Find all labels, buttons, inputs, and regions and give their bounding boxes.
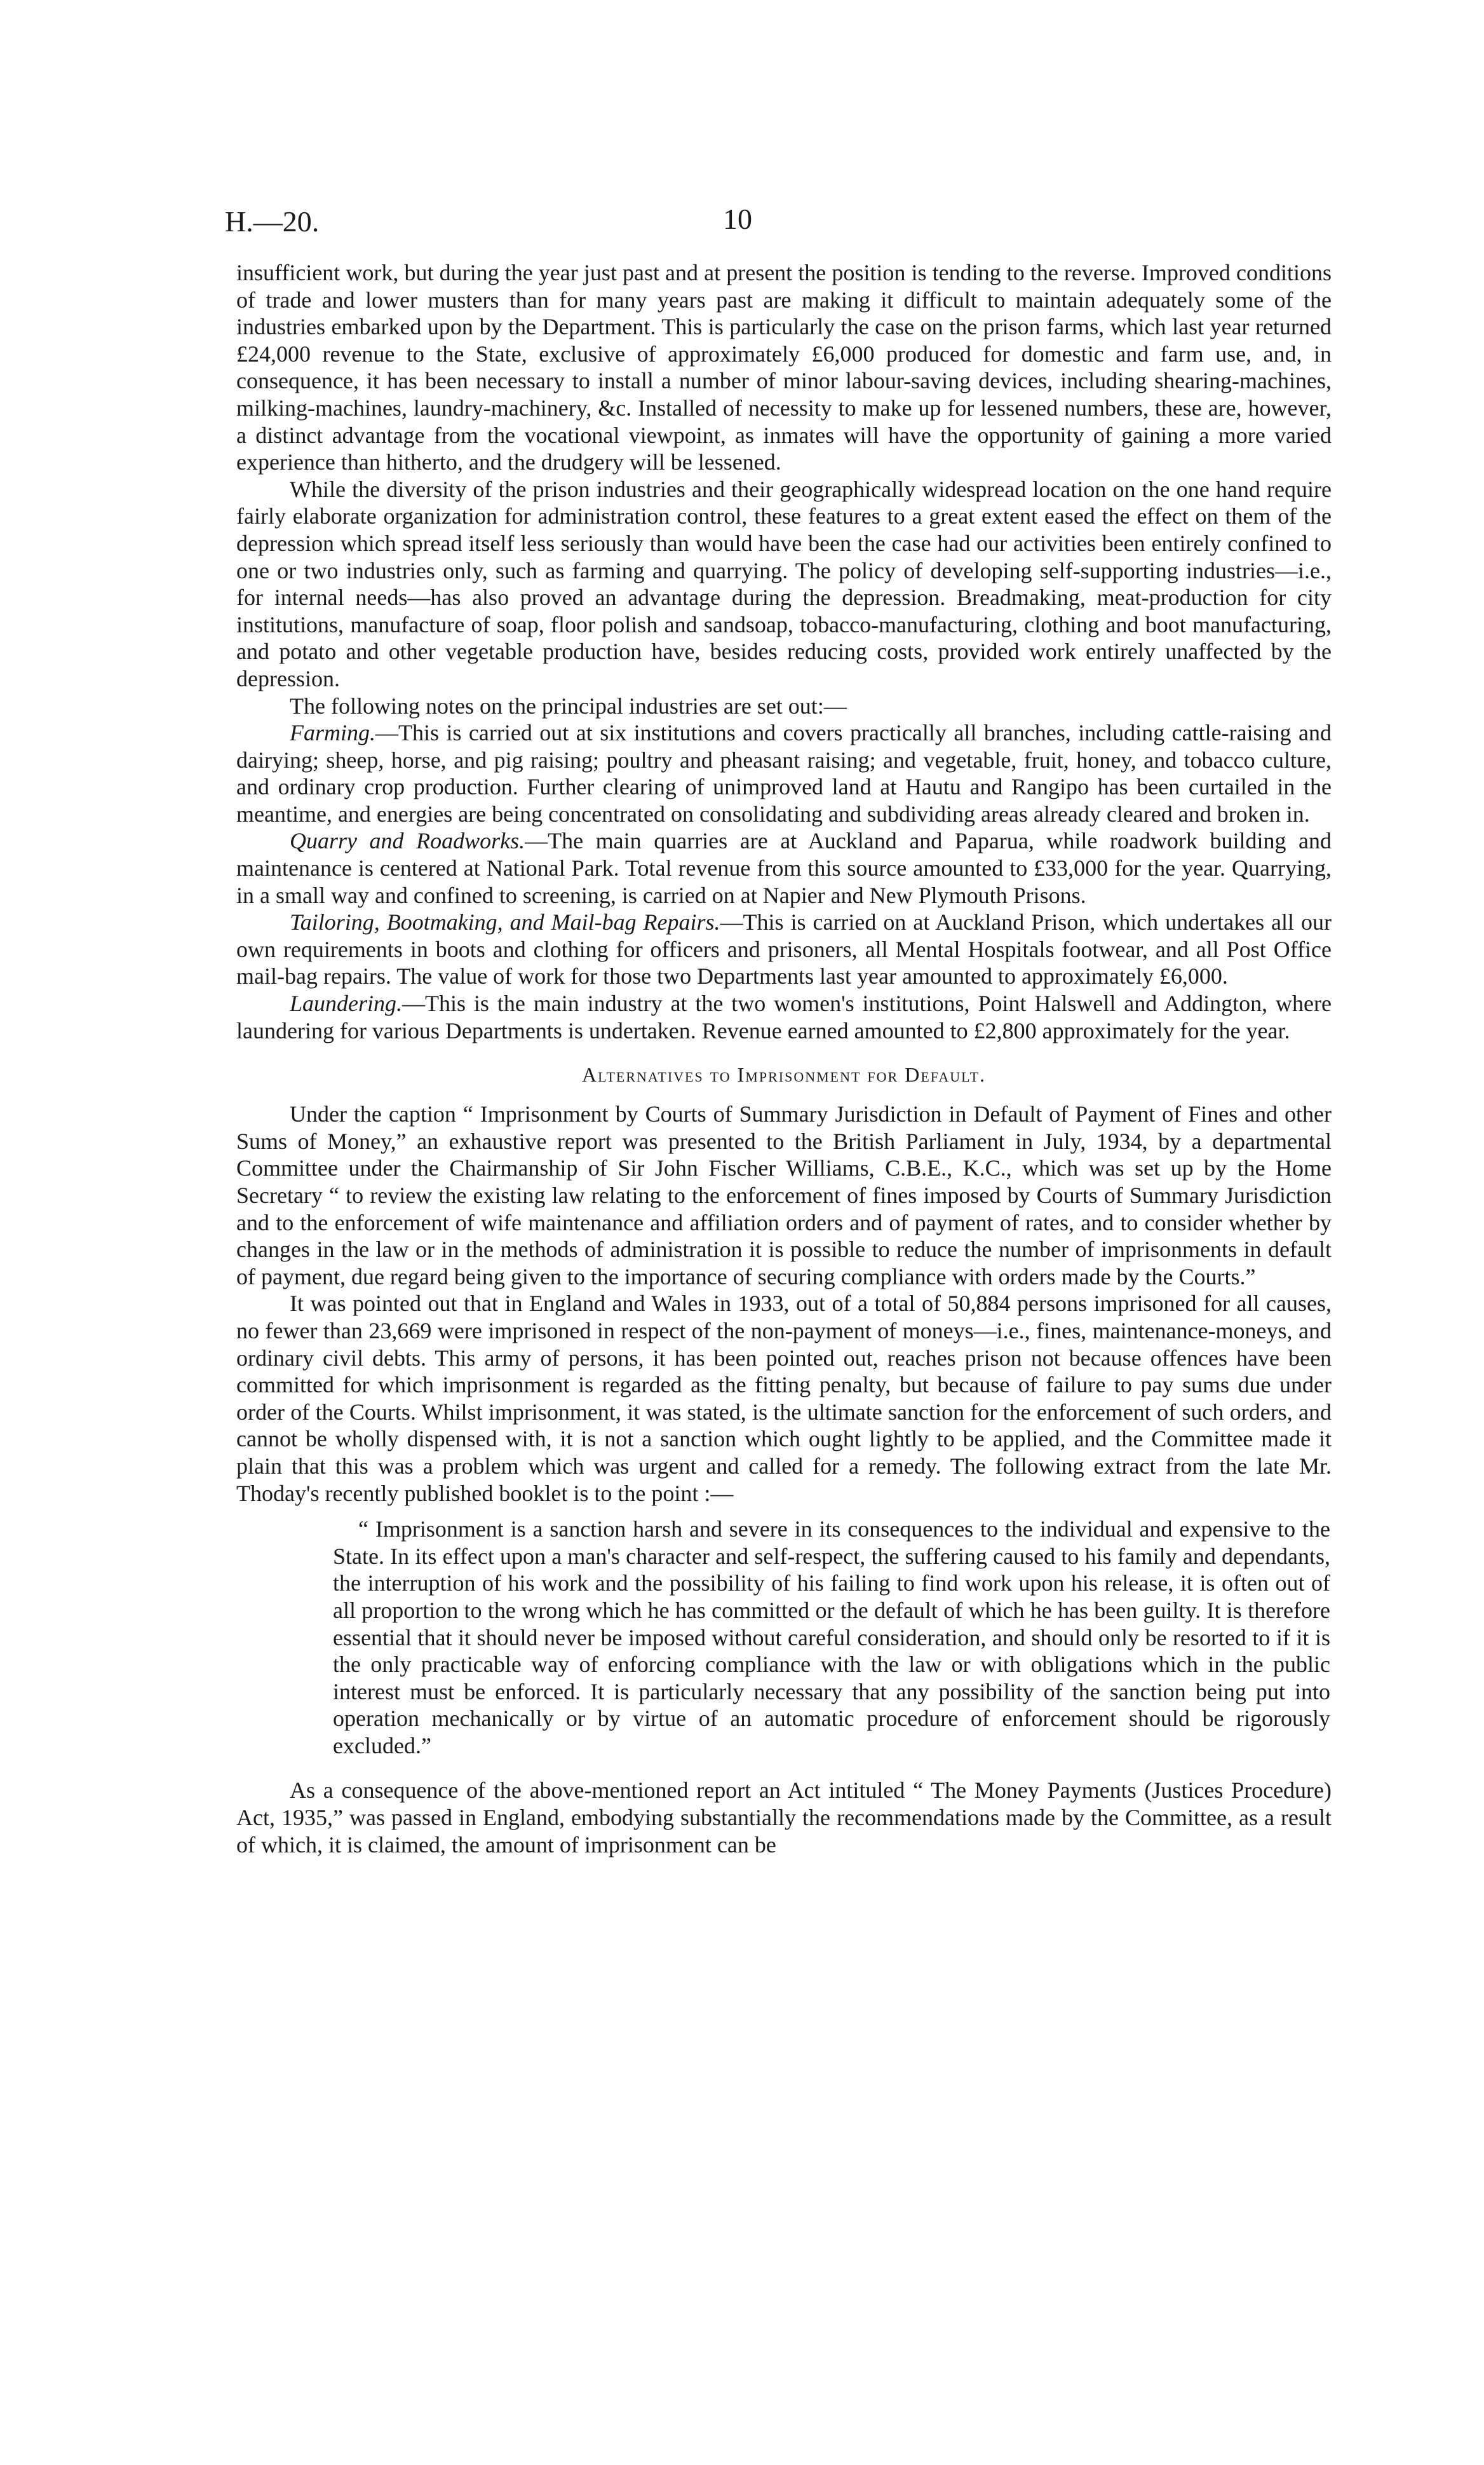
industry-farming xyxy=(236,719,1332,827)
paragraph: The following notes on the principal industries are set out:— xyxy=(290,693,847,719)
paragraph: Under the caption “ Imprisonment by Courts of Summary Jurisdiction in Default of Payment of Fines and other Sums of Money,” an exhaustive report was presented to the British Parliament in July, 1934, by a departmental Committee under the Chairmanship of Sir John Fischer Williams, C.B.E., K.C., which was set up by the Home Secretary “ to review the existing law relating to the enforcement of fines imposed by Courts of Summary Jurisdiction and to the enforcement of wife maintenance and affiliation orders and of payment of rates, and to consider whether by changes in the law or in the methods of administration it is possible to reduce the number of imprisonments in default of payment, due regard being given to the importance of securing compliance with orders made by the Courts.” xyxy=(236,1101,1332,1289)
paragraph: It was pointed out that in England and Wales in 1933, out of a total of 50,884 persons imprisoned for all causes, no fewer than 23,669 were imprisoned in respect of the non-payment of moneys—i.e., fines, maintenance-moneys, and ordinary civil debts. This army of persons, it has been pointed out, reaches prison not because offences have been committed for which imprisonment is regarded as the fitting penalty, but because of failure to pay sums due under order of the Courts. Whilst imprisonment, it was stated, is the ultimate sanction for the enforcement of such orders, and cannot be wholly dispensed with, it is not a sanction which ought lightly to be applied, and the Committee made it plain that this was a problem which was urgent and called for a remedy. The following extract from the late Mr. Thoday's recently published booklet is to the point :— xyxy=(236,1291,1332,1506)
industry-tailoring xyxy=(236,909,1332,990)
paragraph: insufficient work, but during the year just past and at present the position is tending to the reverse. Improved conditions of trade and lower musters than for many years past are making it difficult to maintain adequately some of the industries embarked upon by the Department. This is particularly the case on the prison farms, which last year returned £24,000 revenue to the State, exclusive of approximately £6,000 produced for domestic and farm use, and, in consequence, it has been necessary to install a number of minor labour-saving devices, including shearing-machines, milking-machines, laundry-machinery, &c. Installed of necessity to make up for lessened numbers, these are, however, a distinct advantage from the vocational viewpoint, as inmates will have the opportunity of gaining a more varied experience than hitherto, and the drudgery will be lessened. xyxy=(236,260,1332,475)
industry-text: —This is carried on at Auckland Prison, which undertakes all our own requirements in boots and clothing for officers and prisoners, all Mental Hospitals footwear, and all Post Office mail-bag repairs. The value of work for those two Departments last year amounted to approximately £6,000. xyxy=(236,909,1332,989)
industry-text: —This is the main industry at the two women's institutions, Point Halswell and Addington, where laundering for various Departments is undertaken. Revenue earned amounted to £2,800 approximately for the year. xyxy=(236,991,1332,1043)
block-quote xyxy=(333,1516,1330,1759)
quote-text: “ Imprisonment is a sanction harsh and severe in its consequences to the individual and expensive to the State. In its effect upon a man's character and self-respect, the suffering caused to his family and dependants, the interruption of his work and the possibility of his failing to find work upon his release, it is often out of all proportion to the wrong which he has committed or the default of which he has been guilty. It is therefore essential that it should never be imposed without careful consideration, and should only be resorted to if it is the only practicable way of enforcing compliance with the law or with obligations which in the public interest must be enforced. It is particularly necessary that any possibility of the sanction being put into operation mechanically or by virtue of an automatic procedure of enforcement should be rigorously excluded.” xyxy=(333,1516,1330,1758)
industry-text: —This is carried out at six institutions and covers practically all branches, including cattle-raising and dairying; sheep, horse, and pig raising; poultry and pheasant raising; and vegetable, fruit, honey, and tobacco culture, and ordinary crop production. Further clearing of unimproved land at Hautu and Rangipo has been curtailed in the meantime, and energies are being concentrated on consolidating and subdividing areas already cleared and broken in. xyxy=(236,720,1332,827)
industry-text: —The main quarries are at Auckland and Paparua, while roadwork building and maintenance is centered at National Park. Total revenue from this source amounted to £33,000 for the year. Quarrying, in a small way and confined to screening, is carried on at Napier and New Plymouth Prisons. xyxy=(236,828,1332,908)
paragraph: While the diversity of the prison industries and their geographically widespread location on the one hand require fairly elaborate organization for administration control, these features to a great extent eased the effect on them of the depression which spread itself less seriously than would have been the case had our activities been entirely confined to one or two industries only, such as farming and quarrying. The policy of developing self-supporting industries—i.e., for internal needs—has also proved an advantage during the depression. Breadmaking, meat-production for city institutions, manufacture of soap, floor polish and sandsoap, tobacco-manufacturing, clothing and boot manufacturing, and potato and other vegetable production have, besides reducing costs, provided work entirely unaffected by the depression. xyxy=(236,476,1332,691)
industry-label: Farming. xyxy=(290,720,375,746)
section-heading: Alternatives to Imprisonment for Default. xyxy=(581,1063,987,1087)
page-number: 10 xyxy=(723,203,752,235)
document-body xyxy=(236,259,1332,1858)
industry-label: Laundering. xyxy=(290,991,403,1017)
industry-label: Quarry and Roadworks. xyxy=(290,828,525,854)
industry-quarry xyxy=(236,827,1332,909)
document-reference: H.—20. xyxy=(225,205,320,238)
industry-laundering xyxy=(236,990,1332,1044)
industry-label: Tailoring, Bootmaking, and Mail-bag Repairs. xyxy=(290,909,720,935)
closing-paragraph: As a consequence of the above-mentioned report an Act intituled “ The Money Payments (Justices Procedure) Act, 1935,” was passed in England, embodying substantially the recommendations made by the Committee, as a result of which, it is claimed, the amount of imprisonment can be xyxy=(236,1777,1332,1857)
